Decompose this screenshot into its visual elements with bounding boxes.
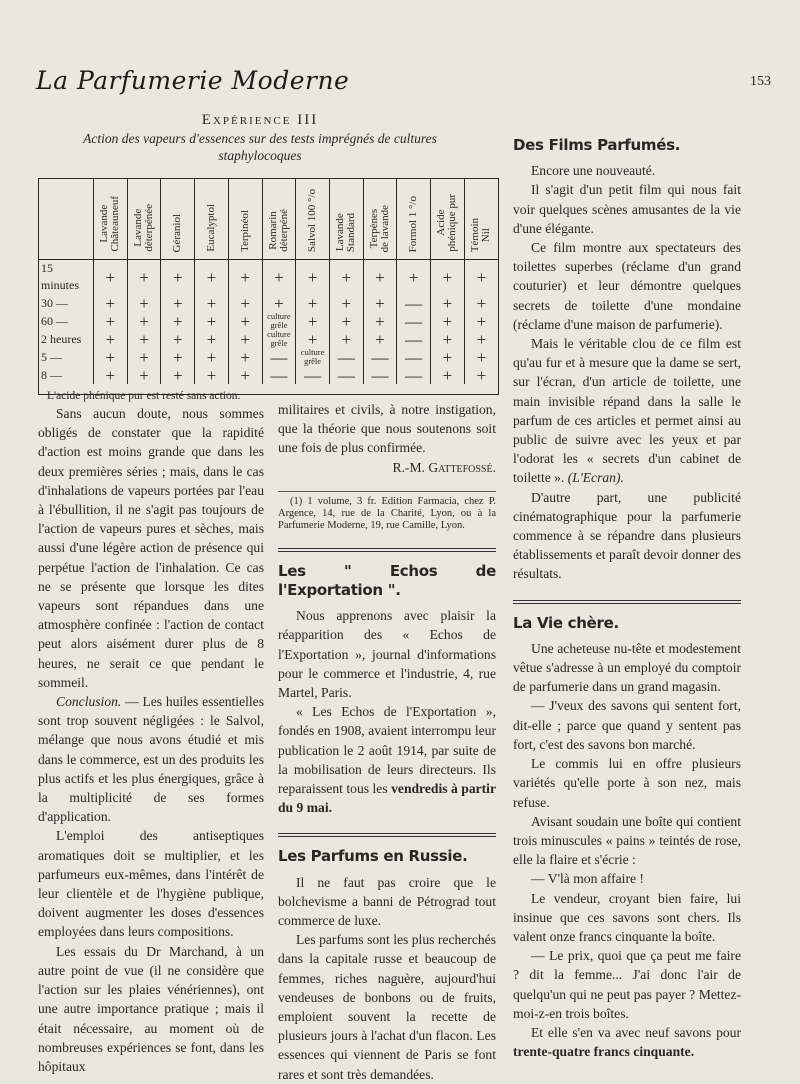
result-cell: + <box>161 260 195 295</box>
result-cell: + <box>363 312 397 330</box>
source-citation: (L'Ecran). <box>567 470 624 486</box>
result-cell: culture grêle <box>262 312 296 330</box>
column-header-label: Acide phénique pur <box>435 194 459 252</box>
table-row <box>39 312 498 330</box>
result-cell: + <box>161 348 195 366</box>
row-label: 60 — <box>41 313 68 328</box>
paragraph: Une acheteuse nu-tête et modestement vêtue s'adresse à un employé du comptoir de parfumerie dans un grand magasin. <box>513 640 741 695</box>
table-row <box>39 294 498 312</box>
result-cell: + <box>127 294 161 312</box>
column-header-label: Lavande Standard <box>334 212 358 252</box>
emphasis-text: trente-quatre francs cinquante. <box>513 1044 695 1060</box>
result-cell: + <box>94 330 128 348</box>
row-label: 8 — <box>41 367 62 382</box>
section-divider <box>278 833 496 837</box>
table-row <box>39 330 498 348</box>
result-cell: + <box>296 312 330 330</box>
result-cell: — <box>329 348 363 366</box>
result-cell: + <box>464 366 498 384</box>
result-cell: — <box>397 312 431 330</box>
column-header <box>464 179 498 260</box>
result-cell: + <box>431 348 465 366</box>
result-cell: — <box>262 348 296 366</box>
result-cell: — <box>262 366 296 384</box>
result-cell: + <box>94 260 128 295</box>
masthead: La Parfumerie Moderne <box>36 66 350 95</box>
column-header-label: Géraniol <box>171 213 184 252</box>
column-header <box>329 179 363 260</box>
column-header <box>161 179 195 260</box>
result-cell: + <box>431 366 465 384</box>
result-cell: + <box>195 330 229 348</box>
result-cell: + <box>464 312 498 330</box>
column-header-label: Lavande Châteauneuf <box>98 196 122 252</box>
paragraph: — Le prix, quoi que ça peut me faire ? dit la femme... J'ai donc l'air de quelqu'un qui ne peut pas payer ? Mettez-moi-z-en trois boîtes. <box>513 948 741 1021</box>
result-cell: + <box>464 348 498 366</box>
section-divider <box>513 600 741 604</box>
table-note: L'acide phénique pur est resté sans action. <box>47 390 241 402</box>
column-header <box>397 179 431 260</box>
result-cell: + <box>127 312 161 330</box>
column-header <box>262 179 296 260</box>
section-heading: Les Parfums en Russie. <box>278 847 468 866</box>
result-cell: + <box>94 312 128 330</box>
result-cell: + <box>397 260 431 295</box>
paragraph: — V'là mon affaire ! <box>531 871 644 887</box>
result-cell: + <box>228 294 262 312</box>
result-cell: + <box>228 312 262 330</box>
paragraph: Le vendeur, croyant bien faire, lui insinue que ces savons sont chers. Ils valent onze francs cinquante la boîte. <box>513 890 741 944</box>
page-number: 153 <box>750 74 771 89</box>
paragraph-text: Et elle s'en va avec neuf savons pour <box>531 1024 741 1040</box>
table-row <box>39 260 498 295</box>
result-cell: + <box>228 330 262 348</box>
result-cell: + <box>228 260 262 295</box>
result-cell: + <box>228 348 262 366</box>
result-cell: + <box>363 330 397 348</box>
result-cell: + <box>431 294 465 312</box>
experiment-title: Expérience III <box>201 112 319 128</box>
table-row <box>39 366 498 384</box>
result-cell: + <box>228 366 262 384</box>
result-cell: — <box>363 366 397 384</box>
column-header-label: Romarin déterpéné <box>266 209 290 252</box>
paragraph: Les parfums sont les plus recherchés dans la capitale russe et beaucoup de femmes, riches naguère, aujourd'hui vendeuses de bonbons ou de fruits, emploient souvent la recette de plusieurs jours à l'achat d'un flacon. Les essences qui viennent de Paris se font rares et sont très demandées. <box>278 932 496 1082</box>
column-header <box>195 179 229 260</box>
column-header-label: Terpènes de lavande <box>367 204 391 252</box>
result-cell: + <box>329 260 363 295</box>
result-cell: + <box>431 260 465 295</box>
author-signature: R.-M. Gattefossé. <box>392 459 496 475</box>
result-cell: culture grêle <box>262 330 296 348</box>
result-cell: — <box>296 366 330 384</box>
emphasis-text: vendredis à partir du 9 mai. <box>278 781 496 816</box>
row-label: 30 — <box>41 295 68 310</box>
result-cell: + <box>296 294 330 312</box>
experiment-subtitle: Action des vapeurs d'essences sur des tests imprégnés de cultures staphylocoques <box>83 131 437 163</box>
column-header-label: Terpinéol <box>238 210 251 252</box>
column-header-label: Lavande déterpénée <box>132 204 156 252</box>
result-cell: + <box>464 260 498 295</box>
result-cell: — <box>397 366 431 384</box>
column-header-label: Salvol 100 °/o <box>306 188 319 252</box>
result-cell: + <box>431 312 465 330</box>
column-header <box>228 179 262 260</box>
result-cell: + <box>363 260 397 295</box>
article-column-1 <box>38 404 264 1076</box>
column-header-label: Formol 1 °/o <box>407 195 420 252</box>
result-cell: + <box>127 330 161 348</box>
result-cell: + <box>127 366 161 384</box>
column-header-label: Témoin Nil <box>469 217 493 252</box>
footnote: (1) 1 volume, 3 fr. Edition Farmacia, chez P. Argence, 14, rue de la Charité, Lyon, ou à la Parfumerie Moderne, 19, rue Camille, Lyon. <box>278 491 496 532</box>
section-heading: Des Films Parfumés. <box>513 136 681 154</box>
result-cell: + <box>329 312 363 330</box>
result-cell: + <box>127 260 161 295</box>
result-cell: + <box>195 312 229 330</box>
result-cell: + <box>94 294 128 312</box>
paragraph: Le commis lui en offre plusieurs variétés qu'elle porte à son nez, mais refuse. <box>513 756 741 810</box>
paragraph <box>513 334 741 488</box>
article-column-3 <box>513 136 741 1061</box>
paragraph: militaires et civils, à notre instigation, que la théorie que nous soutenons soit une fois de plus confirmée. <box>278 402 496 456</box>
result-cell: + <box>161 366 195 384</box>
result-cell: culture grêle <box>296 348 330 366</box>
result-cell: + <box>329 330 363 348</box>
paragraph: Avisant soudain une boîte qui contient trois minuscules « pains » teintés de rose, elle la flaire et s'écrie : <box>513 813 741 868</box>
result-cell: + <box>464 294 498 312</box>
result-cell: + <box>94 348 128 366</box>
result-cell: + <box>161 312 195 330</box>
section-heading: La Vie chère. <box>513 613 619 632</box>
column-header <box>127 179 161 260</box>
conclusion-label: Conclusion. <box>56 694 122 710</box>
paragraph <box>278 702 496 817</box>
result-cell: — <box>397 348 431 366</box>
result-cell: + <box>262 294 296 312</box>
paragraph: L'emploi des antiseptiques aromatiques doit se multiplier, et les parfumeurs eux-mêmes, dans l'intérêt de leur clientèle et de l'hygiène publique, doivent augmenter les doses d'essences employées dans leurs compositions. <box>38 828 264 940</box>
article-column-2 <box>278 400 496 1084</box>
result-cell: + <box>431 330 465 348</box>
result-cell: + <box>195 366 229 384</box>
table-row <box>39 348 498 366</box>
result-cell: + <box>363 294 397 312</box>
result-cell: + <box>296 260 330 295</box>
paragraph: Nous apprenons avec plaisir la réapparition des « Echos de l'Exportation », journal d'informations pour le commerce et l'industrie, 4, rue Martel, Paris. <box>278 608 496 701</box>
result-cell: + <box>195 348 229 366</box>
result-cell: + <box>464 330 498 348</box>
column-header <box>431 179 465 260</box>
paragraph <box>513 1023 741 1061</box>
result-cell: + <box>329 294 363 312</box>
paragraph: — J'veux des savons qui sentent fort, dit-elle ; parce que quand y sentent pas fort, c'est des savons bon marché. <box>513 698 741 752</box>
paragraph: Il s'agit d'un petit film qui nous fait voir quelques scènes amusantes de la vie d'une élégante. <box>513 182 741 236</box>
paragraph: D'autre part, une publicité cinématographique pour la parfumerie commence à se répandre dans plusieurs établissements et paraît devoir donner des résultats. <box>513 489 741 582</box>
paragraph: Encore une nouveauté. <box>531 163 656 179</box>
result-cell: + <box>161 294 195 312</box>
paragraph-text: « Les Echos de l'Exportation », fondés en 1908, avaient interrompu leur publication le 2 août 1914, par suite de la mobilisation de leurs directeurs. Ils reparaissent tous les <box>278 704 496 797</box>
section-heading: Les " Echos de l'Exportation ". <box>278 561 496 600</box>
column-header <box>94 179 128 260</box>
paragraph: Il ne faut pas croire que le bolchevisme a banni de Pétrograd tout commerce de luxe. <box>278 874 496 929</box>
results-table <box>38 178 499 402</box>
paragraph: Les essais du Dr Marchand, à un autre point de vue (il ne considère que l'action sur les plaies vénériennes), ont une autre importance pratique ; mais il était nécessaire, au moment où de nombreuses expériences se font, dans les hôpitaux <box>38 943 264 1074</box>
result-cell: — <box>363 348 397 366</box>
column-header <box>296 179 330 260</box>
result-cell: — <box>397 330 431 348</box>
result-cell: + <box>161 330 195 348</box>
column-header-label: Eucalyptol <box>204 204 217 252</box>
paragraph-text: Mais le véritable clou de ce film est qu'au fur et à mesure que la dame se sert, sur l'écran, d'un article de toilette, une main invisible répand dans la salle le parfum de ces articles et permet ainsi au public de suivre avec les yeux et par l'odorat les « secrets d'un cabinet de toilette ». <box>513 336 741 486</box>
result-cell: + <box>195 260 229 295</box>
conclusion-text: — Les huiles essentielles sont trop souvent négligées : le Salvol, mélange que nous avons étudié et mis dans le commerce, est un des produits les plus actifs et les plus énergiques, grâce à la multiplicité de ses formes d'application. <box>38 694 264 825</box>
paragraph: Ce film montre aux spectateurs des toilettes superbes (réclame d'un grand couturier) et leur démontre quelques secrets de toilette d'une mondaine (réclame d'une maison de parfumerie). <box>513 240 741 332</box>
row-label: 15 minutes <box>41 261 79 292</box>
result-cell: + <box>262 260 296 295</box>
result-cell: + <box>94 366 128 384</box>
row-label: 2 heures <box>41 331 82 346</box>
paragraph-conclusion <box>38 692 264 826</box>
row-label: 5 — <box>41 349 62 364</box>
row-header-corner <box>39 179 94 260</box>
result-cell: + <box>195 294 229 312</box>
section-divider <box>278 548 496 552</box>
result-cell: — <box>329 366 363 384</box>
result-cell: + <box>127 348 161 366</box>
result-cell: — <box>397 294 431 312</box>
result-cell: + <box>296 330 330 348</box>
paragraph: Sans aucun doute, nous sommes obligés de constater que la rapidité d'action est moins grande que dans les deux premières séries ; mais, dans le cas d'inhalations de vapeurs portées par l'eau à l'ébullition, il ne s'agit pas toujours de l'action de vapeurs pures et sèches, mais aussi d'une légère action de présence qui perpétue l'action de l'inhalation. Ce cas ne se présente que lorsque les dites vapeurs sont répandues dans une atmosphère confinée : l'action de contact peut alors aisément durer plus de 8 heures, ne serait ce que pendant le sommeil. <box>38 406 264 690</box>
column-header <box>363 179 397 260</box>
